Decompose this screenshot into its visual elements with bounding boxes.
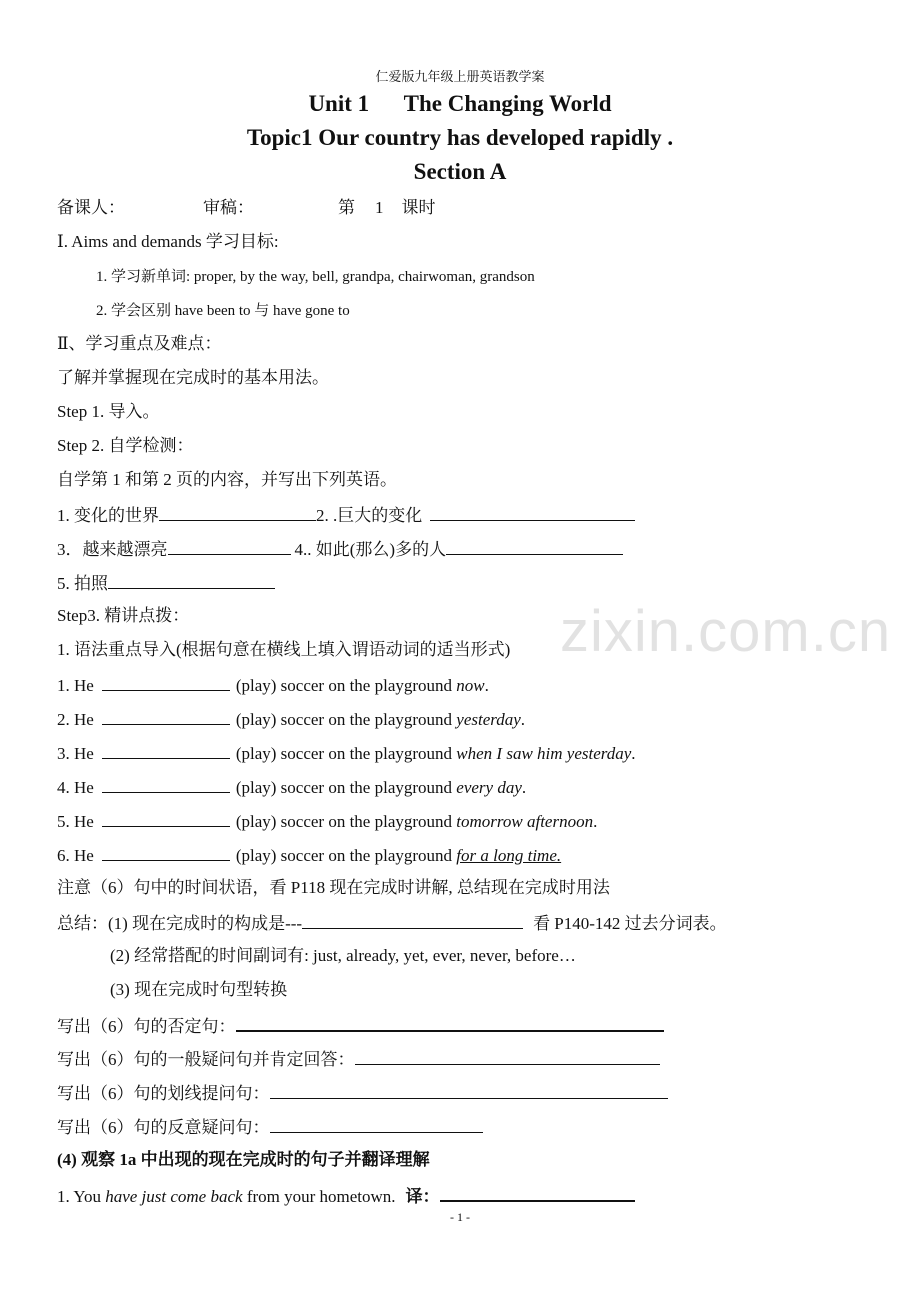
exercise-stem: (play) soccer on the playground: [235, 778, 453, 797]
time-adverbial: every day: [456, 778, 522, 797]
step-1: Step 1. 导入。: [57, 402, 160, 421]
page-number: - 1 -: [450, 1210, 470, 1224]
step-2: Step 2. 自学检测：: [57, 436, 194, 455]
exercise-1: 1. He (play) soccer on the playground now.: [57, 676, 489, 695]
translation-item-1: [57, 1184, 635, 1207]
exercise-number: 6. He: [57, 846, 94, 865]
answer-blank[interactable]: [102, 810, 230, 827]
write-wh-question-label: 写出（6）句的划线提问句：: [57, 1084, 270, 1103]
aim-item-1: 1. 学习新单词: proper, by the way, bell, grandpa, chairwoman, grandson: [96, 269, 535, 285]
answer-blank[interactable]: [440, 1184, 635, 1202]
aim-item-2: 2. 学会区别 have been to 与 have gone to: [96, 303, 350, 319]
unit-title: Unit 1 The Changing World: [308, 91, 612, 116]
exercise-stem: (play) soccer on the playground: [235, 744, 453, 763]
watermark: zixin.com.cn: [560, 599, 892, 664]
prep-period-label: 第: [338, 198, 355, 217]
time-adverbial: tomorrow afternoon: [456, 812, 594, 831]
prep-period-number: 1: [375, 198, 384, 217]
vocab-q3: 3．越来越漂亮: [57, 540, 168, 559]
exercise-stem: (play) soccer on the playground: [235, 710, 453, 729]
exercise-number: 2. He: [57, 710, 94, 729]
sentence-end: from your hometown.: [246, 1187, 396, 1206]
answer-blank[interactable]: [102, 674, 230, 691]
vocab-q5: 5. 拍照: [57, 574, 108, 593]
answer-blank[interactable]: [102, 708, 230, 725]
prep-reviewer-label: 审稿：: [203, 198, 254, 217]
exercise-number: 3. He: [57, 744, 94, 763]
answer-blank[interactable]: [102, 844, 230, 861]
time-adverbial: yesterday: [456, 710, 521, 729]
time-adverbial: now: [456, 676, 485, 695]
note-text: 注意（6）句中的时间状语，看 P118 现在完成时讲解, 总结现在完成时用法: [57, 878, 610, 897]
answer-blank[interactable]: [168, 538, 291, 555]
exercise-6: [57, 844, 561, 866]
answer-blank[interactable]: [302, 912, 523, 929]
exercise-2: 2. He (play) soccer on the playground yesterday.: [57, 710, 526, 729]
exercise-stem: (play) soccer on the playground: [235, 846, 453, 865]
answer-blank[interactable]: [102, 742, 230, 759]
summary-1-reference: 看 P140-142 过去分词表。: [533, 914, 727, 933]
page-header: 仁爱版九年级上册英语教学案: [375, 69, 545, 84]
grammar-intro: 1. 语法重点导入(根据句意在横线上填入谓语动词的适当形式): [57, 640, 511, 659]
exercise-number: 1. He: [57, 676, 94, 695]
write-negative: [57, 1014, 664, 1037]
sentence-verb-phrase: have just come back: [105, 1187, 243, 1206]
answer-blank[interactable]: [446, 538, 623, 555]
answer-blank[interactable]: [108, 572, 275, 589]
write-question-label: 写出（6）句的一般疑问句并肯定回答：: [57, 1050, 355, 1069]
time-adverbial-underlined: for a long time.: [456, 846, 562, 865]
answer-blank[interactable]: [159, 504, 316, 521]
exercise-3: 3. He (play) soccer on the playground when I saw him yesterday.: [57, 744, 636, 763]
answer-blank[interactable]: [102, 776, 230, 793]
prep-info: [57, 198, 436, 218]
exercise-number: 5. He: [57, 812, 94, 831]
translate-label: 译：: [405, 1187, 440, 1206]
answer-blank[interactable]: [270, 1116, 483, 1133]
answer-blank[interactable]: [236, 1014, 664, 1032]
observe-heading: (4) 观察 1a 中出现的现在完成时的句子并翻译理解: [57, 1150, 430, 1169]
time-adverbial: when I saw him yesterday: [456, 744, 632, 763]
exercise-4: 4. He (play) soccer on the playground every day.: [57, 778, 527, 797]
key-points-heading: Ⅱ、学习重点及难点：: [57, 334, 222, 353]
prep-teacher-label: 备课人：: [57, 198, 125, 217]
summary-1-text: 总结：(1) 现在完成时的构成是---: [57, 914, 303, 933]
exercise-number: 4. He: [57, 778, 94, 797]
answer-blank[interactable]: [355, 1048, 660, 1065]
vocab-q4: 4.. 如此(那么)多的人: [294, 540, 447, 559]
exercise-5: 5. He (play) soccer on the playground tomorrow afternoon.: [57, 812, 598, 831]
write-wh-question: [57, 1082, 668, 1104]
exercise-stem: (play) soccer on the playground: [235, 676, 453, 695]
summary-1: [57, 912, 727, 934]
section-title: Section A: [413, 159, 507, 184]
self-study-instruction: 自学第 1 和第 2 页的内容，并写出下列英语。: [57, 470, 397, 489]
answer-blank[interactable]: [270, 1082, 668, 1099]
answer-blank[interactable]: [430, 504, 635, 521]
vocab-q1: 1. 变化的世界: [57, 506, 159, 525]
summary-2: (2) 经常搭配的时间副词有: just, already, yet, ever, never, before…: [110, 946, 576, 965]
exercise-stem: (play) soccer on the playground: [235, 812, 453, 831]
vocab-row-3: [57, 572, 275, 594]
vocab-q2: 2. .巨大的变化: [316, 506, 423, 525]
vocab-row-1: [57, 504, 635, 526]
vocab-row-2: [57, 538, 623, 560]
step-3: Step3. 精讲点拨：: [57, 606, 190, 625]
key-points-text: 了解并掌握现在完成时的基本用法。: [57, 368, 329, 387]
write-tag-question-label: 写出（6）句的反意疑问句：: [57, 1118, 270, 1137]
sentence-start: 1. You: [57, 1187, 101, 1206]
write-tag-question: [57, 1116, 483, 1138]
aims-heading: Ⅰ. Aims and demands 学习目标:: [57, 232, 279, 251]
prep-period-unit: 课时: [401, 198, 436, 217]
write-question: [57, 1048, 660, 1070]
topic-title: Topic1 Our country has developed rapidly .: [246, 125, 674, 150]
write-negative-label: 写出（6）句的否定句：: [57, 1017, 236, 1036]
summary-3: (3) 现在完成时句型转换: [110, 980, 288, 999]
